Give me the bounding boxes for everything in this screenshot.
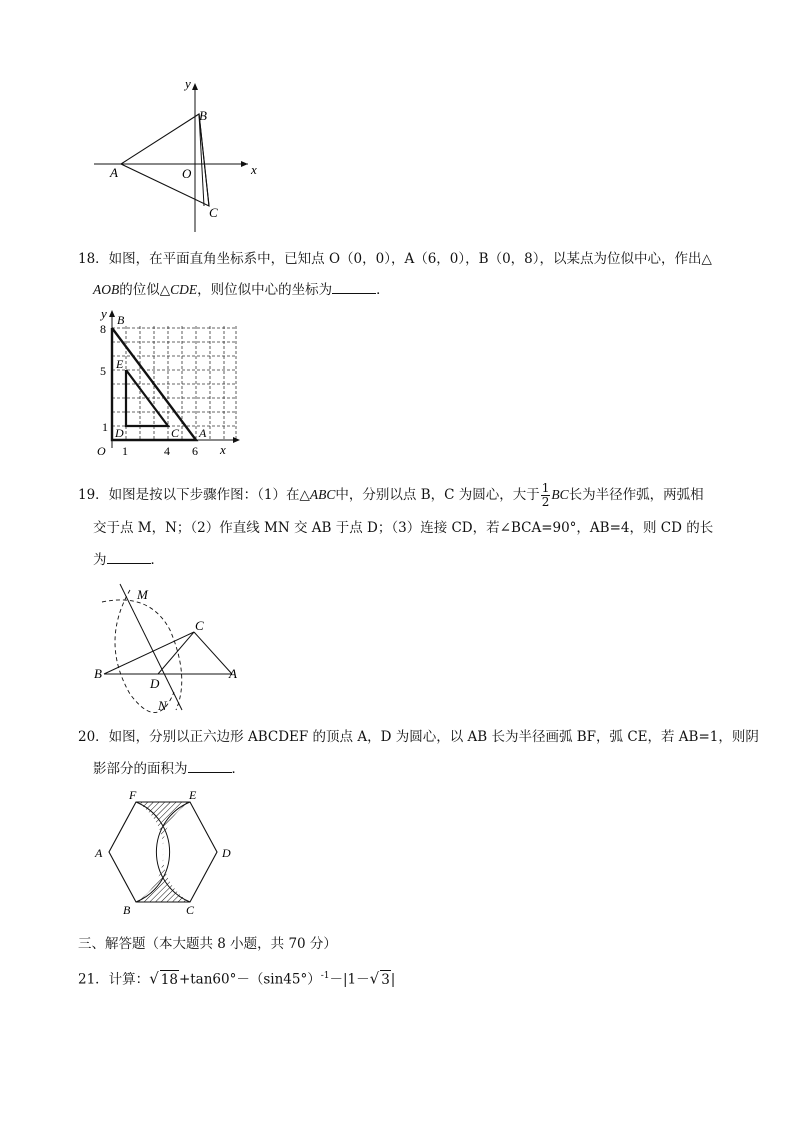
figure-q20 [90,786,240,922]
label-a: A [199,426,207,440]
answer-blank-18[interactable] [332,281,376,294]
label-b: B [94,666,102,681]
q18-cde: CDE [170,282,198,297]
question-18-line-2: AOB的位似△CDE，则位似中心的坐标为 ． [93,282,390,298]
label-y: y [101,306,107,321]
label-c: C [209,205,218,220]
label-m: M [137,587,148,602]
section-3-heading: 三、解答题（本大题共 8 小题，共 70 分） [78,936,337,952]
question-19-line-2: 交于点 M，N；（2）作直线 MN 交 AB 于点 D；（3）连接 CD，若∠BCA=90°，AB=4，则 CD 的长 [93,520,714,536]
q18-aob: AOB [93,282,120,297]
question-19-line-1: 19．如图是按以下步骤作图：（1）在△ABC中，分别以点 B，C 为圆心，大于 $\frac{1}{2}$ BC长为半径作弧，两弧相 [78,481,704,509]
figure-q17 [88,74,268,234]
question-19-line-3: 为 ． [93,552,164,568]
question-18-line-1: 18．如图，在平面直角坐标系中，已知点 O（0，0），A（6，0），B（0，8），以某点为位似中心，作出△ [78,251,712,267]
figure-q19 [90,582,250,717]
fraction-one-half: $\frac{1}{2}$ [541,481,550,509]
question-21: 21．计算：√ $18+\tan 60^\circ-(\sin 45^\circ)^{-1}-|1-√$ 3| [78,969,396,988]
label-a: A [95,846,103,860]
y-tick-5: 5 [100,364,106,378]
x-tick-6: 6 [192,444,198,458]
label-c: C [171,426,180,440]
arc-from-c [115,590,174,713]
question-20-line-1: 20．如图，分别以正六边形 ABCDEF 的顶点 A，D 为圆心，以 AB 长为半径画弧 BF，弧 CE，若 AB=1，则阴 [78,729,759,745]
label-f: F [129,788,137,802]
label-b: B [117,313,125,327]
label-x: x [251,162,257,177]
x-tick-4: 4 [164,444,170,458]
label-n: N [158,698,167,713]
label-d: D [150,676,160,691]
segment-cd [158,632,194,674]
label-a: A [229,666,237,681]
label-o: O [97,444,106,458]
label-c: C [195,618,204,633]
label-b: B [199,108,207,123]
x-tick-1: 1 [122,444,128,458]
label-y: y [185,76,191,91]
triangle-abc [121,114,209,206]
label-e: E [189,788,197,802]
label-d: D [222,846,231,860]
label-b: B [123,903,131,917]
segment-ca [194,632,232,674]
y-tick-8: 8 [100,322,106,336]
sqrt-3: 3 [381,971,390,988]
sqrt-18: 18 [160,971,178,988]
label-a: A [110,165,118,180]
label-c: C [186,903,195,917]
question-20-line-2: 影部分的面积为 ． [93,761,245,777]
y-tick-1: 1 [102,420,108,434]
label-e: E [116,357,124,371]
grid [112,326,236,440]
label-x: x [220,442,226,457]
arc-from-b [102,600,182,710]
figure-q18 [88,306,248,458]
line-mn [120,584,182,710]
label-d: D [115,426,124,440]
label-o: O [182,166,192,181]
answer-blank-19[interactable] [107,551,151,564]
answer-blank-20[interactable] [188,760,232,773]
